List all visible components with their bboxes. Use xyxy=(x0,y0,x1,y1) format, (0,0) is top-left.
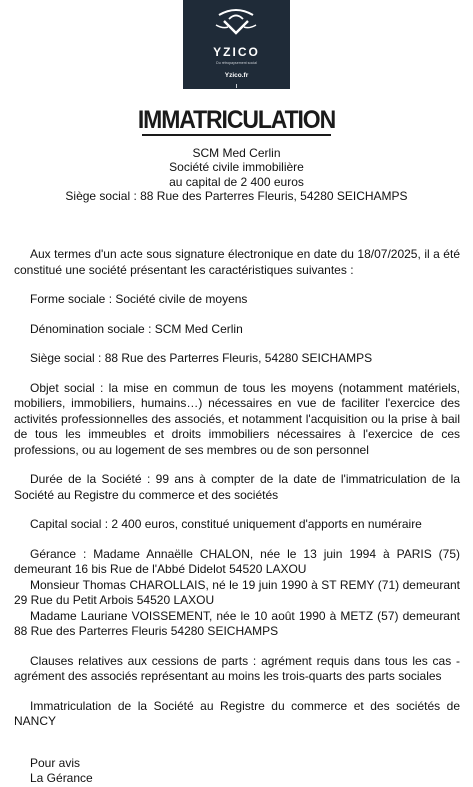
capital-paragraph: Capital social : 2 400 euros, constitué uniquement d'apports en numéraire xyxy=(30,517,422,531)
head-office-paragraph: Siège social : 88 Rue des Parterres Fleuris, 54280 SEICHAMPS xyxy=(30,351,373,365)
logo-brand: YZICO xyxy=(213,45,260,59)
registration-paragraph: Immatriculation de la Société au Registre du commerce et des sociétés de NANCY xyxy=(14,698,460,728)
yzico-emblem-icon xyxy=(215,6,257,42)
signature-line: Pour avis xyxy=(30,755,81,770)
signature-line: La Gérance xyxy=(30,771,93,785)
intro-paragraph: Aux termes d'un acte sous signature électronique en date du 18/07/2025, il a été constitué une société présentant les caractéristiques suivantes : xyxy=(14,247,460,277)
notice-body xyxy=(14,247,460,787)
manager-entry: Madame Lauriane VOISSEMENT, née le 10 août 1990 à METZ (57) demeurant 88 Rue des Parterres Fleuris 54280 SEICHAMPS xyxy=(14,608,460,638)
logo-site: Yzico.fr xyxy=(224,72,249,79)
title-underline xyxy=(142,134,331,136)
header-company-type: Société civile immobilière xyxy=(169,160,304,175)
company-header xyxy=(0,146,473,204)
header-capital: au capital de 2 400 euros xyxy=(169,174,304,189)
company-name-paragraph: Dénomination sociale : SCM Med Cerlin xyxy=(30,321,243,336)
yzico-logo xyxy=(183,0,290,89)
legal-form-paragraph: Forme sociale : Société civile de moyens xyxy=(30,292,248,306)
manager-entry: Monsieur Thomas CHAROLLAIS, né le 19 juin 1990 à ST REMY (71) demeurant 29 Rue du Petit Arbois 54520 LAXOU xyxy=(14,577,460,607)
manager-entry: Gérance : Madame Annaëlle CHALON, née le 13 juin 1994 à PARIS (75) demeurant 16 bis Rue de l'Abbé Didelot 54520 LAXOU xyxy=(14,546,460,576)
logo-divider xyxy=(236,84,237,88)
signature-block xyxy=(14,756,460,787)
purpose-paragraph: Objet social : la mise en commun de tous les moyens (notamment matériels, mobiliers, immobiliers, humains…) nécessaires en vue de faciliter l'exercice des activités professionnelles des associés, et notamment l'acquisition ou la prise à bail de tous les immeubles et droits immobiliers nécessaires à l'exercice de ces professions, ou au logement de ses membres ou de son personnel xyxy=(14,380,460,457)
logo-tagline: Du rétropaysement social xyxy=(216,61,257,65)
notice-title: IMMATRICULATION xyxy=(137,106,336,134)
management-block xyxy=(14,547,460,640)
header-company-name: SCM Med Cerlin xyxy=(192,146,281,160)
header-head-office: Siège social : 88 Rue des Parterres Fleuris, 54280 SEICHAMPS xyxy=(65,189,408,204)
clauses-paragraph: Clauses relatives aux cessions de parts : agrément requis dans tous les cas - agrément des associés représentant au moins les trois-quarts des parts sociales xyxy=(14,653,460,683)
duration-paragraph: Durée de la Société : 99 ans à compter de la date de l'immatriculation de la Société au Registre du commerce et des sociétés xyxy=(14,472,460,502)
